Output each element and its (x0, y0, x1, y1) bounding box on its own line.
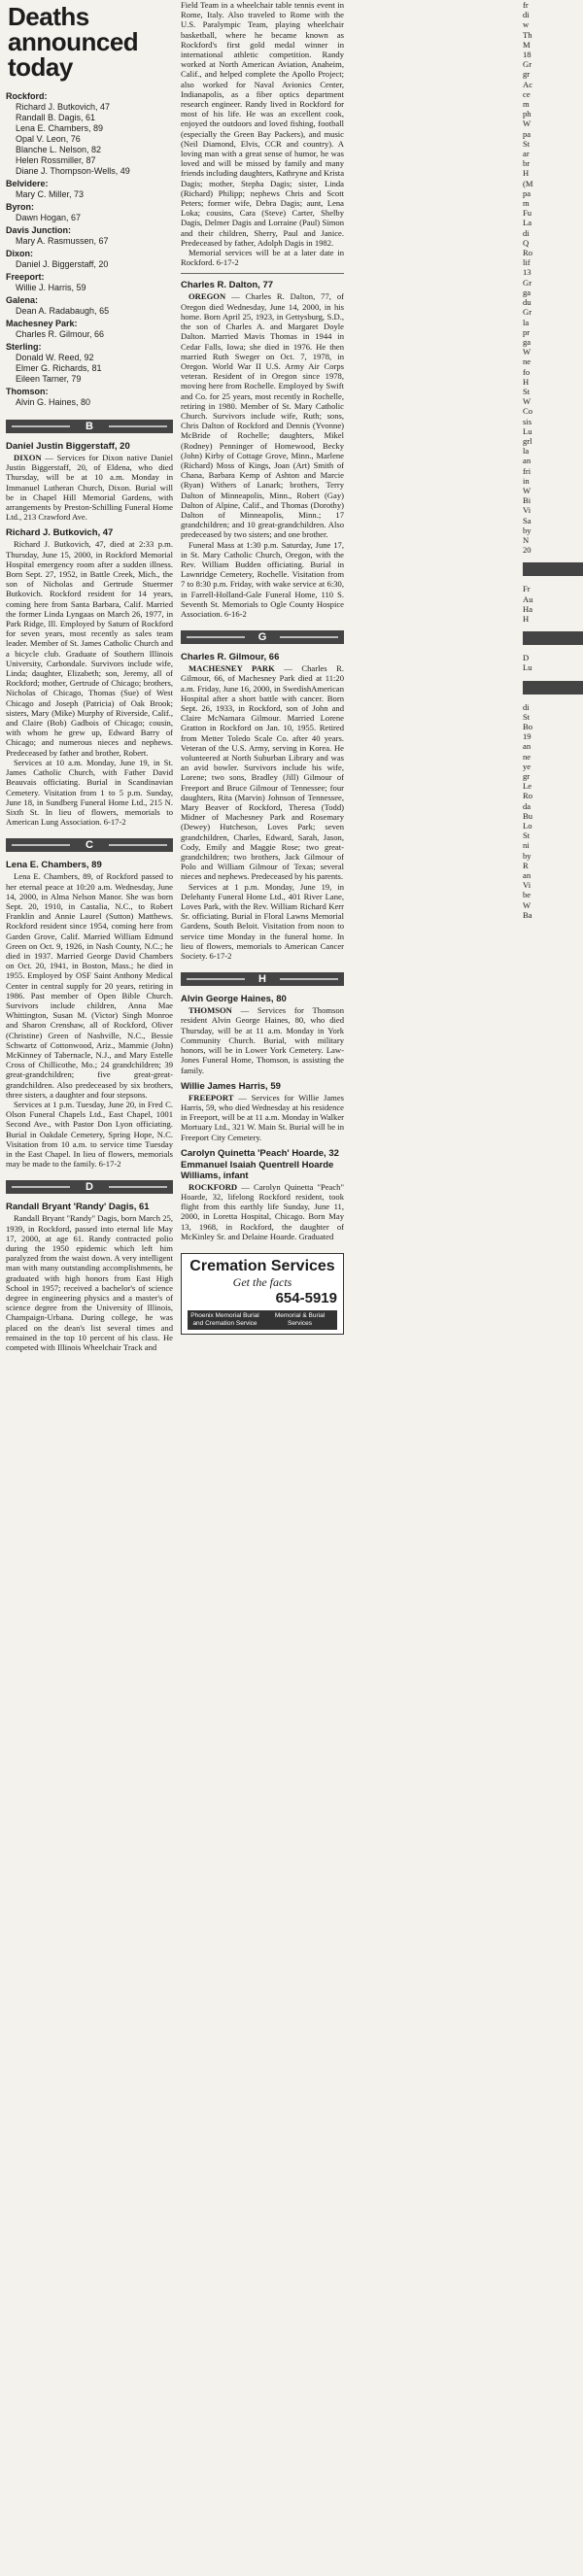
index-town: Byron: (6, 202, 34, 212)
index-person: Opal V. Leon, 76 (16, 134, 81, 144)
deaths-index (6, 91, 173, 408)
obituary-text: Richard J. Butkovich, 47, died at 2:33 p.m. Thursday, June 15, 2000, in Rockford Memorial Hospital emergency room after a sudden illness. Born Sept. 27, 1952, in Battle Creek, Mich., the son of Nicholas and Gertrude Stuermer Butkovich. Rockford resident for 14 years, coming here from Santa Barbara, Calif. Married the former Linda Lyngaas on March 26, 1977, in Park Ridge, Ill. Employed by Saturn of Rockford for seven years, most recently as sales team leader. Member of St. James Catholic Church and a bicycle club. Graduate of Southern Illinois University, Carbondale. Survivors include wife, Linda; daughter, Elizabeth; son, Jeremy, all of Rockford; mother, Gertrude of Chicago; brothers, Nicholas of Chicago, Thomas (Sue) of West Chicago and Joseph (Patricia) of Oak Brook; sisters, Mary (Mike) Murphy of Riverside, Calif., and Claire (Bob) Gadbois of Chicago; cousin, with whom he grew up, Edward Barry of Chicago; and numerous nieces and nephews. Predeceased by father and brother, Robert. (6, 539, 173, 758)
obituary-name: Willie James Harris, 59 (181, 1080, 281, 1092)
edge-fragment: gr (523, 771, 531, 782)
obituary-gilmour (181, 652, 344, 961)
edge-fragment: D (523, 653, 530, 663)
index-person: Elmer G. Richards, 81 (16, 363, 102, 373)
index-person: Mary C. Miller, 73 (16, 189, 85, 199)
edge-fragment: W (523, 396, 532, 407)
edge-fragment: Q (523, 237, 530, 248)
ad-left-box: Phoenix Memorial Burial and Cremation Service (188, 1310, 262, 1330)
edge-fragment: Fr (523, 584, 531, 594)
obituary-dagis (6, 1202, 173, 1352)
edge-fragment: di (523, 227, 530, 238)
edge-fragment: R (523, 860, 529, 870)
obituary-butkovich (6, 527, 173, 827)
obituary-text: MACHESNEY PARK — Charles R. Gilmour, 66, of Machesney Park died at 11:20 a.m. Friday, June 16, 2000, in SwedishAmerican Hospital after a short battle with cancer. Born Sept. 26, 1933, in Rockford, son of John and Claire McNamara Gilmour. Married Lorene Gratton in Rockford on Jan. 10, 1955. Retired from Metter Toledo Scale Co. after 40 years. Veteran of the U.S. Army, serving in Korea. He volunteered at North Suburban Library and was an avid bowler. Survivors include his wife, Lorene; two sons, Bradley (Jill) Gilmour of Freeport and Bruce Gilmour of Tennessee; four daughters, Rita (Marvin) Johnson of Tennessee, Mary Beaver of Rockford, Theresa (Todd) Midner of Machesney Park and Rosemary (Dewey) Hutcheson, Loves Park; seven grandchildren, Charles, Edward, Sarah, Jason, Cody, Emily and Maggie Rose; two great-grandchildren; two brothers, Jack Gilmour of Polo and William Gilmour of Texas; several nieces and nephews. Predeceased by his parents. (181, 663, 344, 882)
obituary-services: Memorial services will be at a later date in Rockford. 6-17-2 (181, 248, 344, 268)
obituary-name: Richard J. Butkovich, 47 (6, 527, 114, 539)
index-person: Charles R. Gilmour, 66 (16, 329, 105, 339)
section-letter-b: B (6, 420, 173, 433)
edge-fragment: w (523, 19, 530, 30)
edge-fragment: Lo (523, 821, 532, 831)
section-letter-d: D (6, 1180, 173, 1194)
obituary-text: DIXON — Services for Dixon native Daniel Justin Biggerstaff, 20, of Eldena, who died Thursday, will be at 10 a.m. Monday in Immanuel Lutheran Church, Dixon. Burial will be in Chapel Hill Memorial Gardens, with arrangements by Preston-Schilling Funeral Home Ltd., 213 Crawford Ave. (6, 453, 173, 523)
obituary-services: Services at 10 a.m. Monday, June 19, in St. James Catholic Church, with Father David Beauvais officiating. Burial in Scandinavian Cemetery. Visitation from 1 to 5 p.m. Sunday, June 18, in Sundberg Funeral Home Ltd., 215 N. Sixth St. In lieu of flowers, memorials to American Lung Association. 6-17-2 (6, 757, 173, 828)
edge-fragment: sis (523, 416, 532, 426)
edge-fragment: St (523, 386, 531, 396)
obituary-text: THOMSON — Services for Thomson resident Alvin George Haines, 80, who died Thursday, will be at 11 a.m. Monday in York Community Church. Burial, with military honors, will be in Lower York Cemetery. Law-Jones Funeral Home, Thomson, is assisting the family. (181, 1005, 344, 1075)
edge-fragment: an (523, 741, 532, 752)
obituary-text: Randall Bryant "Randy" Dagis, born March 25, 1939, in Rockford, passed into eternal life May 17, 2000, at age 61. Randy contracted polio during the 1950 epidemic which left him paralyzed from the waist down. A very intelligent man with many outstanding accomplishments, he graduated with high honors from East High School in 1957; received a bachelor's of science degree in engineering physics and a master's of science degree from the University of Illinois, Champaign-Urbana. During college, he was placed on the dean's list several times and remained in the top 10 percent of his class. He competed with Illinois Wheelchair Track and (6, 1213, 173, 1353)
edge-fragment: Ro (523, 248, 533, 258)
edge-fragment: ph (523, 109, 532, 119)
obituary-hoarde (181, 1148, 344, 1241)
obituary-name: Carolyn Quinetta 'Peach' Hoarde, 32 (181, 1147, 339, 1159)
edge-fragment: pa (523, 128, 532, 139)
edge-fragment: Gr (523, 277, 532, 288)
obituary-biggerstaff (6, 441, 173, 522)
edge-fragment: in (523, 475, 530, 486)
obituary-name: Alvin George Haines, 80 (181, 994, 287, 1005)
edge-fragment: an (523, 870, 532, 881)
edge-fragment: Le (523, 781, 532, 792)
ad-right-box: Memorial & Burial Services (262, 1310, 337, 1330)
obituary-text: ROCKFORD — Carolyn Quinetta "Peach" Hoarde, 32, lifelong Rockford resident, took flight from this earthly life Sunday, June 11, 2000, in Loretta Hospital, Chicago. Born May 13, 1968, in Rockford, the daughter of McKinley Sr. and Delaine Hoarde. Graduated (181, 1181, 344, 1241)
ad-subtitle: Get the facts (232, 1274, 292, 1289)
edge-fragment: Ba (523, 909, 532, 920)
obituary-text-continued: Field Team in a wheelchair table tennis event in Rome, Italy. Also traveled to Rome with the U.S. Paralympic Team, playing wheelchair basketball, where he became known as Rockford's first gold medal winner in international athletic competition. Randy worked at North American Aviation, Anaheim, Calif., and helped complete the Apollo Project; also worked for Naval Avionics Center, Indianapolis, as a fiber optics department research engineer. Randy lived in Rockford for most of his life. He was an excellent cook, enjoyed the outdoors and loved fishing, football (especially the Green Bay Packers), and music (Neil Diamond, Elvis, CCR and country). A loving man with a great sense of humor, he was loved and will be missed by family and many friends including daughters, Kathryne and Krista Dagis; mother, Stepha Dagis; sister, Linda (Richard) Philipp; nephews Chris and Scott Peters; former wife, Debra Dagis; aunt, Lena Loka; cousins, Cara (Steve) Carter, Shelby Dagis, Delmer Dagis and Lorraine (Paul) Simon and their children, Sherry, Paul and Janice. Predeceased by father, Adolph Dagis in 1982. (181, 0, 344, 248)
edge-fragment: di (523, 701, 530, 712)
edge-fragment: H (523, 168, 530, 179)
index-town: Freeport: (6, 272, 45, 282)
index-person: Mary A. Rasmussen, 67 (16, 236, 109, 246)
edge-fragment: Ac (523, 79, 533, 89)
edge-fragment: St (523, 830, 531, 841)
index-person: Donald W. Reed, 92 (16, 353, 94, 362)
obituary-dalton (181, 280, 344, 619)
column-3 (352, 0, 515, 2576)
edge-fragment: La (523, 218, 532, 228)
edge-fragment: la (523, 446, 530, 457)
edge-fragment: H (523, 376, 530, 387)
edge-fragment: Gr (523, 307, 532, 318)
edge-fragment: gr (523, 69, 531, 80)
obituary-name: Lena E. Chambers, 89 (6, 860, 102, 871)
obituary-name: Charles R. Gilmour, 66 (181, 652, 280, 663)
edge-fragment: la (523, 317, 530, 327)
index-person: Diane J. Thompson-Wells, 49 (16, 166, 130, 176)
ad-title: Cremation Services (189, 1257, 335, 1274)
column-2 (181, 0, 344, 2576)
index-town: Dixon: (6, 249, 33, 258)
edge-fragment: ga (523, 287, 532, 297)
obituary-name: Daniel Justin Biggerstaff, 20 (6, 441, 130, 452)
edge-fragment: Au (523, 593, 533, 604)
edge-fragment: Vi (523, 505, 532, 516)
edge-fragment: Fu (523, 208, 532, 219)
edge-fragment: Lu (523, 425, 532, 436)
obituary-name-secondary: Emmanuel Isaiah Quentrell Hoarde Williams, infant (181, 1159, 334, 1181)
index-town: Machesney Park: (6, 319, 78, 328)
edge-fragment: an (523, 456, 532, 466)
obituary-text: Lena E. Chambers, 89, of Rockford passed to her eternal peace at 10:20 a.m. Wednesday, June 14, 2000, in Alma Nelson Manor. She was born Sept. 20, 1910, in Castalia, N.C., to Robert Franklin and Annie Laurel (Sutton) Matthews. Rockford resident since 1954, coming here from Garden Grove, Calif. Married William Edmund Green on Oct. 9, 1926, in Nash County, N.C.; he died in 1937. Married George David Chambers on Oct. 20, 1941, in Boston, Mass.; he died in 1955. Employed by OSF Saint Anthony Medical Center in central supply for 20 years, retiring in 1986. Past member of Open Bible Church. Survivors include children, Anna Mae Whittington, Susan M. (Victor) Singh Monroe and Sharon Crenshaw, all of Rockford, Oliver (Christine) Green of Nashville, N.C., Bessie Schwartz of Cottonwood, Ariz., Mammie (John) McKinney of Tabernacle, N.J., and Mary Estelle Cross of Chillicothe, Mo.; 24 grandchildren; 39 great-grandchildren; five great-great-grandchildren. Also predeceased by six brothers, three sisters, a daughter and four stepsons. (6, 871, 173, 1100)
edge-section-bar (523, 631, 583, 645)
edge-fragment: Ro (523, 791, 533, 801)
edge-fragment: St (523, 711, 531, 722)
index-person: Eileen Tarner, 79 (16, 374, 82, 384)
edge-fragment: Gr (523, 59, 532, 70)
obituary-name: Charles R. Dalton, 77 (181, 280, 274, 291)
obituary-harris (181, 1081, 344, 1142)
index-person: Richard J. Butkovich, 47 (16, 102, 111, 112)
edge-fragment: fr (523, 0, 529, 10)
edge-fragment: ye (523, 761, 532, 771)
edge-fragment: W (523, 485, 532, 495)
index-town: Rockford: (6, 91, 48, 101)
edge-fragment: lif (523, 257, 531, 268)
edge-fragment: Bo (523, 722, 533, 731)
index-person: Blanche L. Nelson, 82 (16, 145, 102, 154)
edge-fragment: Ha (523, 603, 533, 614)
index-person: Alvin G. Haines, 80 (16, 397, 91, 407)
obituary-text: OREGON — Charles R. Dalton, 77, of Oregon died Wednesday, June 14, 2000, in his home. Born April 25, 1923, in Gettysburg, S.D., the son of Charles A. and Margaret Doyle Dalton. Married Mavis Thomas in 1944 in Cedar Falls, Iowa; she died in 1976. He then married Ruth Sweger on Oct. 7, 1978, in Oregon. World War II U.S. Army Air Corps veteran. Resident of in Oregon since 1978, moving here from Rochelle. Employed by Swift and Co. for 25 years, most recently in Rochelle, retiring in 1980. Member of St. Mary Catholic Church. Survivors include wife, Ruth; sons, Chris Dalton of Rockford and Dennis (Yvonne) McBride of Rochelle; daughters, Mikel (Rodney) Penninger of Homewood, Becky (John) Kirby of Cottage Grove, Minn., Marlene (Richard) Moss of Kings, Joan (Art) Smith of Chana, Barbara Kemp of Ashton and Marcie (Ryan) Withers of Lanark; brothers, Terry Dalton of Minneapolis, Minn., Robert (Gay) Dalton of Alpine, Calif., and Thomas (Dorothy) Dalton of Minneapolis, Minn.; 17 grandchildren; and 10 great-grandchildren. Also predeceased by two sisters; and one brother. (181, 291, 344, 540)
edge-fragment: Vi (523, 880, 532, 891)
edge-fragment: M (523, 39, 531, 50)
obituary-services: Services at 1 p.m. Tuesday, June 20, in Fred C. Olson Funeral Chapels Ltd., East Chapel, 1001 Second Ave., with Pastor Don Lyon officiating. Burial in Oakdale Cemetery, Spring Hope, N.C. Visitation from 10 a.m. to service time Tuesday in the East Chapel. In lieu of flowers, memorials may be made to the family. 6-17-2 (6, 1099, 173, 1169)
edge-fragment: Bu (523, 810, 533, 821)
edge-fragment: ar (523, 149, 530, 159)
ad-phone: 654-5919 (275, 1289, 337, 1306)
edge-fragment: fo (523, 366, 531, 377)
edge-fragment: ga (523, 336, 532, 347)
edge-fragment: ne (523, 356, 532, 367)
edge-fragment: pa (523, 187, 532, 198)
index-person: Helen Rossmiller, 87 (16, 155, 96, 165)
ad-footer (188, 1310, 337, 1330)
column-1 (6, 0, 173, 2576)
edge-fragment: grl (523, 435, 532, 446)
index-town: Sterling: (6, 342, 42, 352)
edge-fragment: fri (523, 465, 532, 476)
edge-fragment: m (523, 198, 530, 209)
edge-section-bar (523, 681, 583, 695)
edge-fragment: ne (523, 751, 532, 762)
obituary-text: FREEPORT — Services for Willie James Harris, 59, who died Wednesday at his residence in Freeport, will be at 11 a.m. Monday in Walker Mortuary Ltd., 321 W. Main St. Burial will be in Freeport City Cemetery. (181, 1092, 344, 1142)
edge-fragment: (M (523, 178, 533, 188)
edge-fragment: br (523, 158, 531, 169)
index-person: Willie J. Harris, 59 (16, 283, 86, 292)
edge-fragment: W (523, 347, 532, 357)
edge-fragment: Sa (523, 515, 532, 525)
edge-fragment: ni (523, 840, 530, 851)
index-person: Dawn Hogan, 67 (16, 213, 82, 222)
divider (181, 273, 344, 274)
edge-fragment: da (523, 800, 532, 811)
edge-fragment: St (523, 138, 531, 149)
edge-fragment: Lu (523, 662, 532, 673)
obituary-services: Services at 1 p.m. Monday, June 19, in Delehanty Funeral Home Ltd., 401 River Lane, Loves Park, with the Rev. William Richard Kerr Sr. officiating. Burial in Floral Lawns Memorial Gardens, South Beloit. Visitation from noon to service time Monday in the funeral home. In lieu of flowers, memorials to American Cancer Society. 6-17-2 (181, 881, 344, 962)
edge-fragment: 18 (523, 50, 532, 60)
edge-fragment: Co (523, 406, 533, 417)
edge-fragment: N (523, 534, 530, 545)
index-person: Dean A. Radabaugh, 65 (16, 306, 110, 316)
edge-fragment: du (523, 297, 532, 308)
cremation-services-ad[interactable] (181, 1253, 344, 1335)
obituary-services: Funeral Mass at 1:30 p.m. Saturday, June 17, in St. Mary Catholic Church, Oregon, with the Rev. William Budden officiating. Burial in Lawnridge Cemetery, Rochelle. Visitation from 7 to 8:30 p.m. Friday, with wake service at 6:30, in Farrell-Holland-Gale Funeral Home, 110 S. Seventh St. Memorials to Ogle County Hospice Association. 6-16-2 (181, 539, 344, 619)
section-letter-c: C (6, 838, 173, 852)
section-letter-h: H (181, 972, 344, 986)
obituary-haines (181, 994, 344, 1074)
edge-fragment: m (523, 99, 530, 110)
section-letter-g: G (181, 630, 344, 644)
edge-section-bar (523, 562, 583, 576)
index-person: Randall B. Dagis, 61 (16, 113, 96, 122)
edge-fragment: by (523, 525, 532, 535)
index-person: Daniel J. Biggerstaff, 20 (16, 259, 109, 269)
edge-fragment: W (523, 119, 532, 129)
obituary-name: Randall Bryant 'Randy' Dagis, 61 (6, 1202, 150, 1213)
edge-fragment: W (523, 899, 532, 910)
edge-fragment: Bi (523, 495, 532, 506)
edge-fragments (523, 0, 583, 920)
page-title: Deaths announced today (8, 2, 139, 82)
edge-fragment: 20 (523, 545, 532, 556)
edge-fragment: di (523, 10, 530, 20)
index-town: Thomson: (6, 387, 49, 396)
edge-fragment: 13 (523, 267, 532, 278)
index-town: Davis Junction: (6, 225, 72, 235)
edge-fragment: be (523, 890, 532, 900)
edge-fragment: pr (523, 326, 531, 337)
index-person: Lena E. Chambers, 89 (16, 123, 104, 133)
edge-fragment: 19 (523, 731, 532, 742)
cropped-edge-column (523, 0, 583, 2576)
edge-fragment: ce (523, 88, 531, 99)
edge-fragment: Th (523, 29, 532, 40)
index-town: Belvidere: (6, 179, 49, 188)
index-town: Galena: (6, 295, 39, 305)
edge-fragment: H (523, 613, 530, 624)
obituary-chambers (6, 860, 173, 1169)
edge-fragment: by (523, 850, 532, 861)
